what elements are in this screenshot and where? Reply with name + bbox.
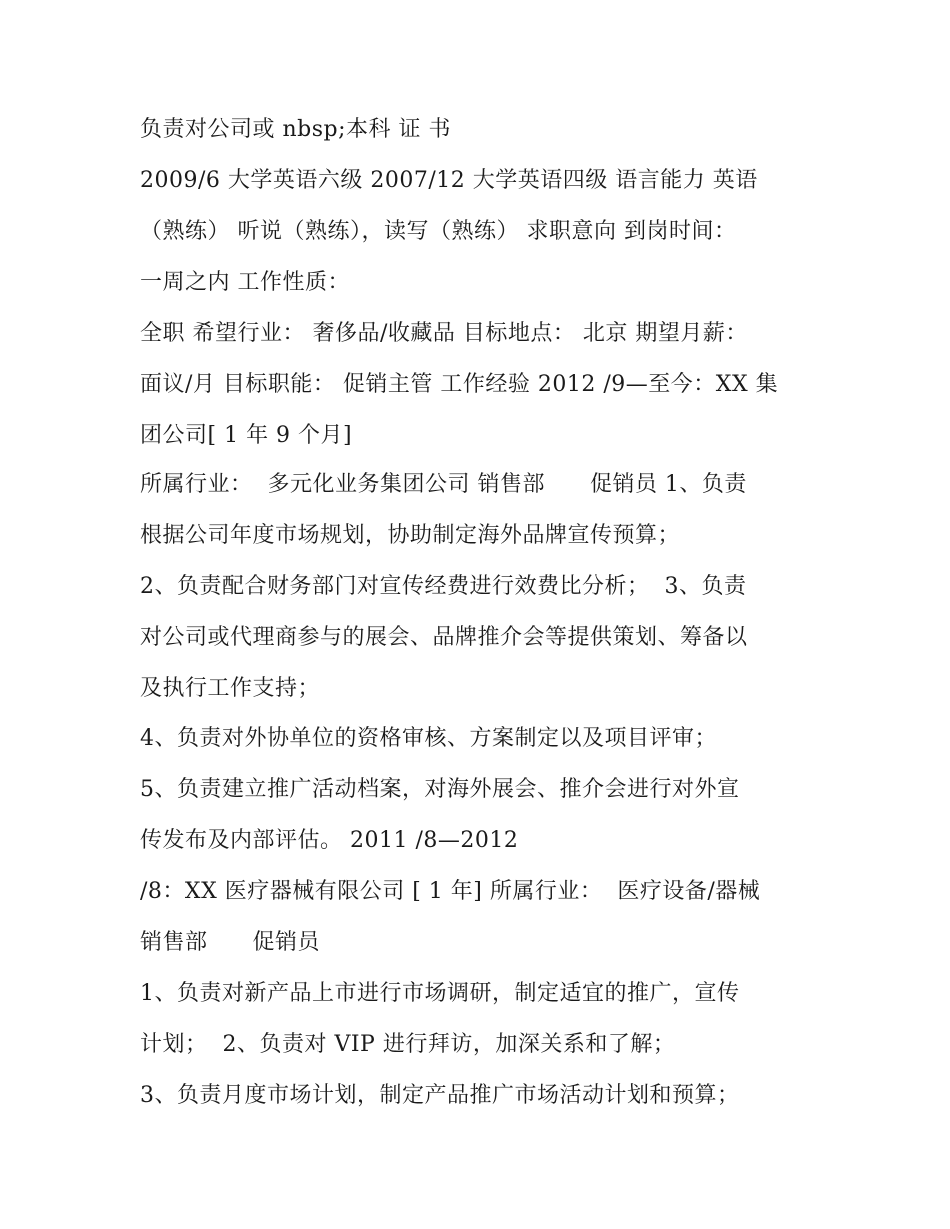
text-line: 一周之内 工作性质： (140, 270, 350, 295)
text-line: 4、负责对外协单位的资格审核、方案制定以及项目评审； (140, 726, 717, 751)
text-line: 传发布及内部评估。 2011 /8—2012 (140, 828, 519, 853)
text-line: 团公司[ 1 年 9 个月] (140, 423, 353, 448)
text-line: 所属行业： 多元化业务集团公司 销售部 促销员 1、负责 (140, 472, 747, 497)
text-line: 全职 希望行业： 奢侈品/收藏品 目标地点： 北京 期望月薪： (140, 321, 748, 346)
text-line: /8：XX 医疗器械有限公司 [ 1 年] 所属行业： 医疗设备/器械 (140, 879, 761, 904)
text-line: 2、负责配合财务部门对宣传经费进行效费比分析； 3、负责 (140, 574, 747, 599)
text-line: 2009/6 大学英语六级 2007/12 大学英语四级 语言能力 英语 (140, 168, 758, 193)
text-line: （熟练） 听说（熟练），读写（熟练） 求职意向 到岗时间： (140, 219, 737, 244)
text-line: 负责对公司或 nbsp;本科 证 书 (140, 117, 452, 142)
text-line: 及执行工作支持； (140, 676, 321, 701)
text-line: 1、负责对新产品上市进行市场调研，制定适宜的推广，宣传 (140, 981, 740, 1006)
text-line: 面议/月 目标职能： 促销主管 工作经验 2012 /9—至今：XX 集 (140, 372, 779, 397)
text-line: 3、负责月度市场计划，制定产品推广市场活动计划和预算； (140, 1083, 740, 1108)
text-line: 对公司或代理商参与的展会、品牌推介会等提供策划、筹备以 (140, 625, 748, 650)
text-line: 根据公司年度市场规划，协助制定海外品牌宣传预算； (140, 523, 681, 548)
text-line: 计划； 2、负责对 VIP 进行拜访，加深关系和了解； (140, 1032, 676, 1057)
text-line: 5、负责建立推广活动档案，对海外展会、推介会进行对外宣 (140, 777, 740, 802)
text-line: 销售部 促销员 (140, 930, 320, 955)
